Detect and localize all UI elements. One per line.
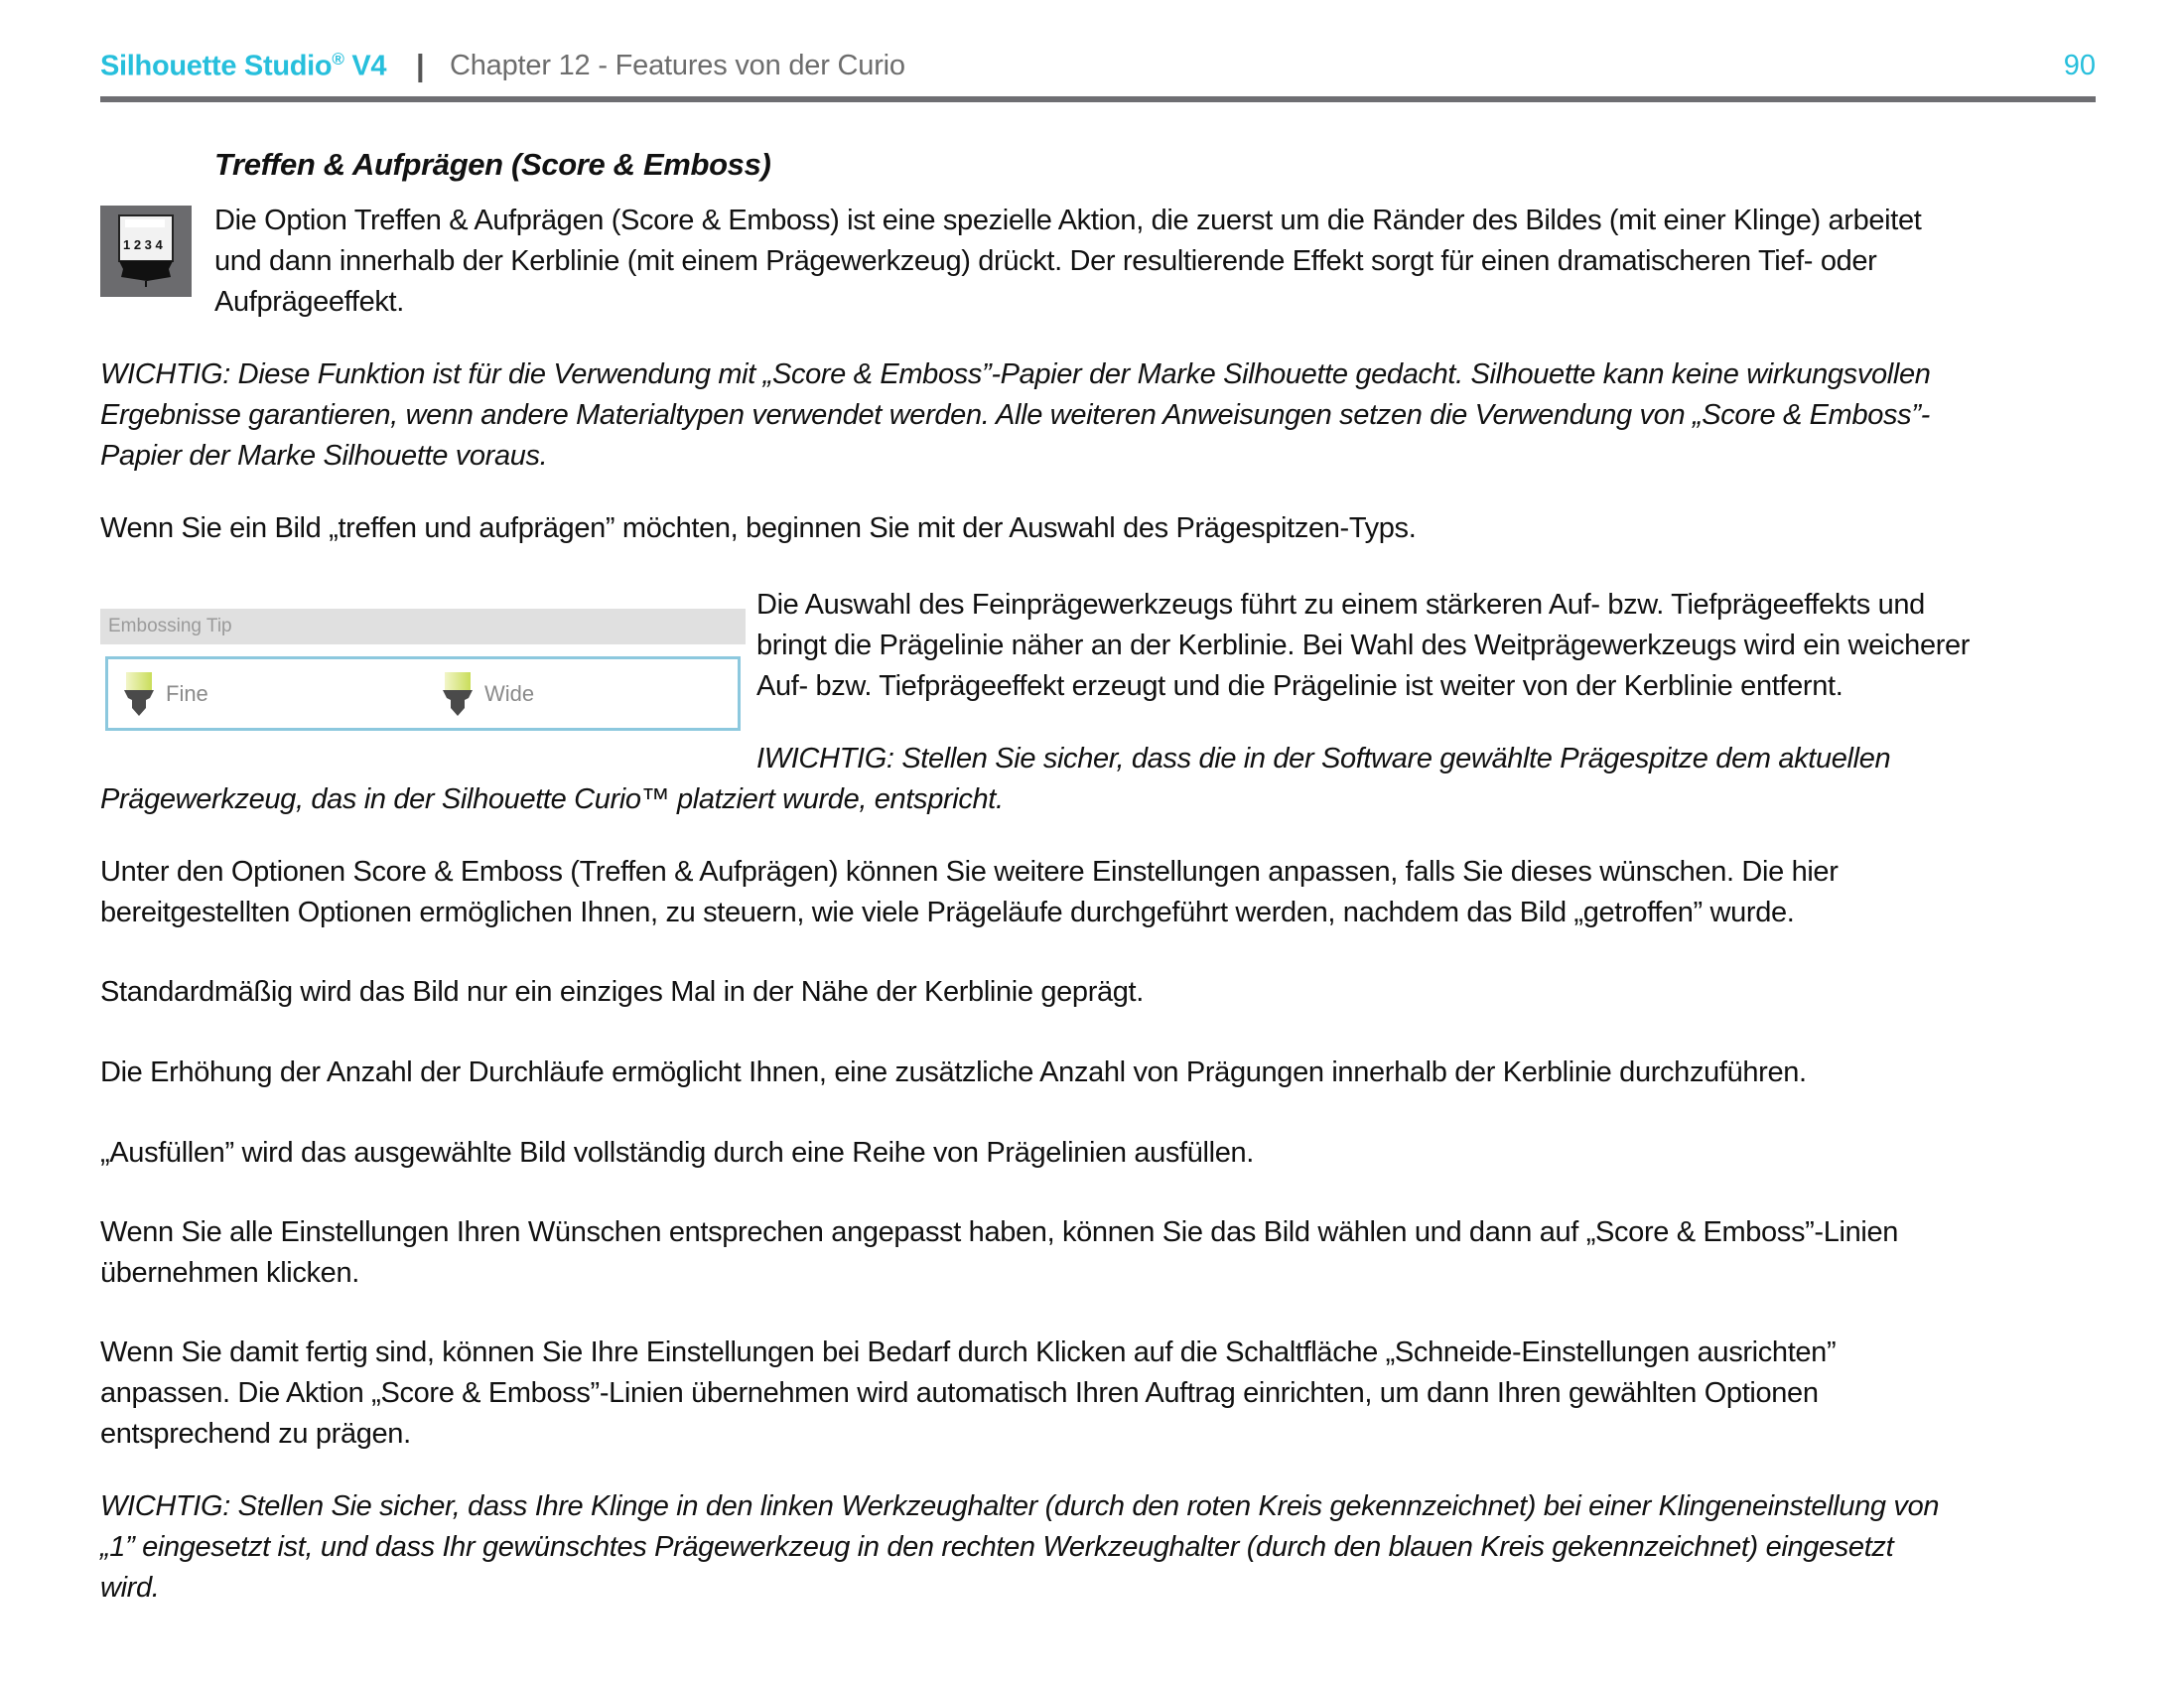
- embossing-tip-title: Embossing Tip: [100, 609, 746, 644]
- tip-description-line: Auf- bzw. Tiefprägeeffekt erzeugt und die Prägelinie ist weiter von der Kerblinie entfernt.: [756, 670, 1843, 702]
- important-note-line: „1” eingesetzt ist, und dass Ihr gewünschtes Prägewerkzeug in den rechten Werkzeughalter (durch den blauen Kreis gekennzeichnet) eingesetzt: [100, 1531, 1894, 1563]
- chapter-title: Chapter 12 - Features von der Curio: [450, 50, 905, 81]
- intro-line: Aufprägeeffekt.: [214, 286, 404, 318]
- svg-text:1 2 3 4: 1 2 3 4: [123, 237, 163, 252]
- adjust-line: entsprechend zu prägen.: [100, 1418, 411, 1450]
- header-rule: [100, 96, 2096, 102]
- brand-version: V4: [351, 50, 387, 82]
- embossing-tip-panel: [100, 609, 746, 738]
- important-note-line: WICHTIG: Diese Funktion ist für die Verwendung mit „Score & Emboss”-Papier der Marke Silhouette gedacht. Silhouette kann keine wirkungsvollen: [100, 358, 1931, 390]
- options-line: Unter den Optionen Score & Emboss (Treffen & Aufprägen) können Sie weitere Einstellungen anpassen, falls Sie dieses wünschen. Die hier: [100, 856, 1839, 888]
- important-note-line: IWICHTIG: Stellen Sie sicher, dass die in der Software gewählte Prägespitze dem aktuellen: [756, 743, 1891, 774]
- tip-option-wide[interactable]: [441, 669, 534, 719]
- wide-tip-icon: [441, 670, 475, 718]
- fine-tip-icon: [122, 670, 156, 718]
- brand-title: [100, 50, 386, 83]
- important-note-line: Prägewerkzeug, das in der Silhouette Curio™ platziert wurde, entspricht.: [100, 783, 1004, 815]
- tip-option-fine[interactable]: [122, 669, 208, 719]
- apply-line: übernehmen klicken.: [100, 1257, 359, 1289]
- brand-name: Silhouette Studio: [100, 50, 333, 82]
- important-note-line: wird.: [100, 1572, 160, 1604]
- tip-option-label: Fine: [166, 681, 208, 706]
- intro-line: Die Option Treffen & Aufprägen (Score & Emboss) ist eine spezielle Aktion, die zuerst um die Ränder des Bildes (mit einer Klinge) arbeitet: [214, 205, 1922, 236]
- important-note-line: Papier der Marke Silhouette voraus.: [100, 440, 548, 472]
- important-note-line: Ergebnisse garantieren, wenn andere Materialtypen verwendet werden. Alle weiteren Anweisungen setzen die Verwendung von „Score & Emboss”-: [100, 399, 1930, 431]
- fill-text: „Ausfüllen” wird das ausgewählte Bild vollständig durch eine Reihe von Prägelinien ausfüllen.: [100, 1137, 1254, 1169]
- tip-option-label: Wide: [484, 681, 535, 706]
- adjust-line: anpassen. Die Aktion „Score & Emboss”-Linien übernehmen wird automatisch Ihren Auftrag einrichten, um dann Ihren gewählten Optionen: [100, 1377, 1819, 1409]
- intro-line: und dann innerhalb der Kerblinie (mit einem Prägewerkzeug) drückt. Der resultierende Effekt sorgt für einen dramatischeren Tief- oder: [214, 245, 1877, 277]
- registered-mark: ®: [332, 50, 344, 69]
- adjust-line: Wenn Sie damit fertig sind, können Sie Ihre Einstellungen bei Bedarf durch Klicken auf die Schaltfläche „Schneide-Einstellungen ausrichten”: [100, 1336, 1837, 1368]
- header-separator: |: [416, 48, 425, 82]
- section-title: Treffen & Aufprägen (Score & Emboss): [214, 147, 771, 182]
- embossing-tip-options: [105, 656, 741, 731]
- score-emboss-tool-icon: [100, 206, 192, 297]
- important-note-line: WICHTIG: Stellen Sie sicher, dass Ihre Klinge in den linken Werkzeughalter (durch den roten Kreis gekennzeichnet) bei einer Klingeneinstellung von: [100, 1490, 1940, 1522]
- tip-description-line: bringt die Prägelinie näher an der Kerblinie. Bei Wahl des Weitprägewerkzeugs wird ein weicherer: [756, 630, 1971, 661]
- options-line: bereitgestellten Optionen ermöglichen Ihnen, zu steuern, wie viele Prägeläufe durchgeführt werden, nachdem das Bild „getroffen” wurde.: [100, 897, 1795, 928]
- page-header: [100, 50, 2096, 97]
- passes-text: Die Erhöhung der Anzahl der Durchläufe ermöglicht Ihnen, eine zusätzliche Anzahl von Prägungen innerhalb der Kerblinie durchzuführen.: [100, 1056, 1807, 1088]
- tip-description-line: Die Auswahl des Feinprägewerkzeugs führt zu einem stärkeren Auf- bzw. Tiefprägeeffekts und: [756, 589, 1925, 621]
- select-tip-text: Wenn Sie ein Bild „treffen und aufprägen” möchten, beginnen Sie mit der Auswahl des Prägespitzen-Typs.: [100, 512, 1417, 544]
- apply-line: Wenn Sie alle Einstellungen Ihren Wünschen entsprechen angepasst haben, können Sie das Bild wählen und dann auf „Score & Emboss”-Linien: [100, 1216, 1899, 1248]
- page-number: 90: [2063, 50, 2096, 81]
- emboss-tool-glyph: [111, 211, 181, 291]
- default-text: Standardmäßig wird das Bild nur ein einziges Mal in der Nähe der Kerblinie geprägt.: [100, 976, 1144, 1008]
